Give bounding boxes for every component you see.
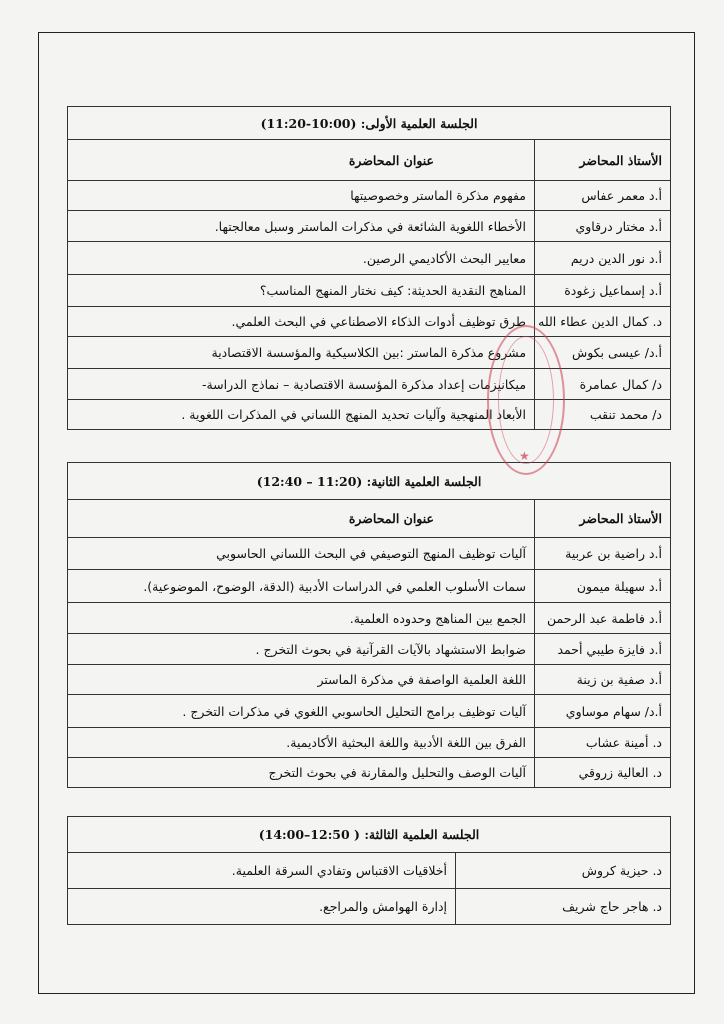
lecture-title: سمات الأسلوب العلمي في الدراسات الأدبية (الدقة، الوضوح، الموضوعية).: [68, 570, 535, 603]
table-row: [68, 181, 671, 211]
lecture-title: إدارة الهوامش والمراجع.: [68, 889, 456, 925]
lecture-title: مشروع مذكرة الماستر :بين الكلاسيكية والمؤسسة الاقتصادية: [68, 337, 535, 369]
header-lecturer: الأستاذ المحاضر: [535, 500, 671, 538]
lecture-title: أخلاقيات الاقتباس وتفادي السرقة العلمية.: [68, 853, 456, 889]
session-3-table: [67, 816, 671, 925]
table-row: [68, 570, 671, 603]
lecture-title: ميكانيزمات إعداد مذكرة المؤسسة الاقتصادية – نماذج الدراسة-: [68, 369, 535, 400]
table-row: [68, 889, 671, 925]
table-row: [68, 211, 671, 242]
table-row: [68, 275, 671, 307]
session-2-title: الجلسة العلمية الثانية: (11:20 – 12:40): [68, 463, 671, 500]
table-row: [68, 538, 671, 570]
table-row: [68, 307, 671, 337]
table-row: [68, 853, 671, 889]
session-1-title: الجلسة العلمية الأولى: (10:00-11:20): [68, 107, 671, 140]
lecturer-name: أ.د نور الدين دريم: [535, 242, 671, 275]
lecture-title: طرق توظيف أدوات الذكاء الاصطناعي في البحث العلمي.: [68, 307, 535, 337]
lecture-title: ضوابط الاستشهاد بالآيات القرآنية في بحوث التخرج .: [68, 634, 535, 665]
lecture-title: الأخطاء اللغوية الشائعة في مذكرات الماستر وسبل معالجتها.: [68, 211, 535, 242]
lecture-title: آليات توظيف المنهج التوصيفي في البحث اللساني الحاسوبي: [68, 538, 535, 570]
session-2-table: [67, 462, 671, 788]
lecturer-name: د. أمينة عشاب: [535, 728, 671, 758]
lecturer-name: د. كمال الدين عطاء الله: [535, 307, 671, 337]
lecture-title: مفهوم مذكرة الماستر وخصوصيتها: [68, 181, 535, 211]
lecturer-name: د/ كمال عمامرة: [535, 369, 671, 400]
lecturer-name: د. العالية زروقي: [535, 758, 671, 788]
lecture-title: معايير البحث الأكاديمي الرصين.: [68, 242, 535, 275]
lecturer-name: أ.د/ عيسى بكوش: [535, 337, 671, 369]
lecturer-name: د. حيزية كروش: [456, 853, 671, 889]
star-icon: ★: [519, 449, 530, 463]
lecturer-name: أ.د/ سهام موساوي: [535, 695, 671, 728]
lecturer-name: أ.د فايزة طيبي أحمد: [535, 634, 671, 665]
lecture-title: الجمع بين المناهج وحدوده العلمية.: [68, 603, 535, 634]
header-lecture-title: عنوان المحاضرة: [68, 140, 535, 181]
table-row: [68, 369, 671, 400]
lecturer-name: أ.د سهيلة ميمون: [535, 570, 671, 603]
lecturer-name: أ.د فاطمة عبد الرحمن: [535, 603, 671, 634]
table-row: [68, 337, 671, 369]
table-row: [68, 603, 671, 634]
lecture-title: آليات الوصف والتحليل والمقارنة في بحوث التخرج: [68, 758, 535, 788]
lecture-title: الأبعاد المنهجية وآليات تحديد المنهج اللساني في المذكرات اللغوية .: [68, 400, 535, 430]
session-1-table: [67, 106, 671, 430]
lecturer-name: أ.د مختار درقاوي: [535, 211, 671, 242]
lecturer-name: أ.د إسماعيل زغودة: [535, 275, 671, 307]
header-lecture-title: عنوان المحاضرة: [68, 500, 535, 538]
table-row: [68, 758, 671, 788]
table-row: [68, 728, 671, 758]
table-row: [68, 634, 671, 665]
lecturer-name: د. هاجر حاج شريف: [456, 889, 671, 925]
lecture-title: اللغة العلمية الواصفة في مذكرة الماستر: [68, 665, 535, 695]
session-3-title: الجلسة العلمية الثالثة: ( 12:50–14:00): [68, 817, 671, 853]
table-row: [68, 242, 671, 275]
lecturer-name: أ.د صفية بن زينة: [535, 665, 671, 695]
lecturer-name: أ.د معمر عفاس: [535, 181, 671, 211]
lecture-title: آليات توظيف برامج التحليل الحاسوبي اللغوي في مذكرات التخرج .: [68, 695, 535, 728]
header-lecturer: الأستاذ المحاضر: [535, 140, 671, 181]
table-row: [68, 400, 671, 430]
lecturer-name: د/ محمد تنقب: [535, 400, 671, 430]
lecturer-name: أ.د راضية بن عربية: [535, 538, 671, 570]
lecture-title: المناهج النقدية الحديثة: كيف نختار المنهج المناسب؟: [68, 275, 535, 307]
lecture-title: الفرق بين اللغة الأدبية واللغة البحثية الأكاديمية.: [68, 728, 535, 758]
table-row: [68, 695, 671, 728]
table-row: [68, 665, 671, 695]
